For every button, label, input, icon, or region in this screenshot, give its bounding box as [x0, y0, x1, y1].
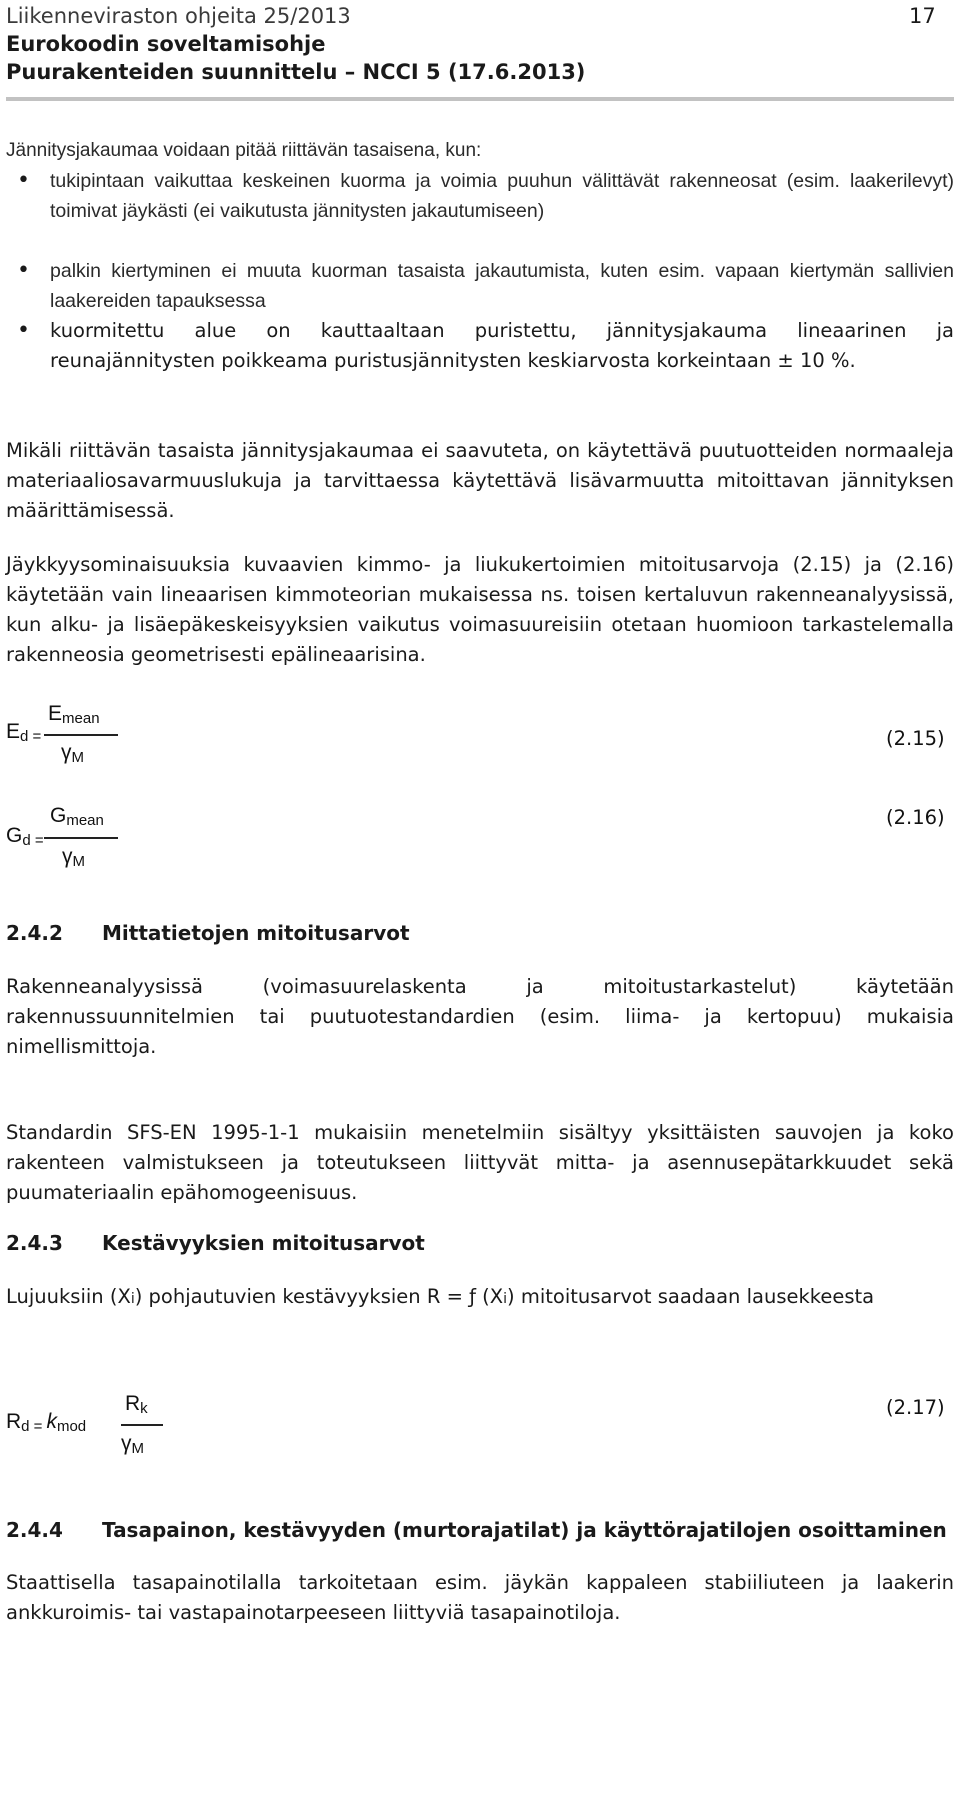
intro-sentence: Jännitysjakaumaa voidaan pitää riittävän tasaisena, kun:: [6, 140, 482, 161]
page-number: 17: [909, 4, 936, 28]
eq-denominator-subscript: M: [71, 749, 84, 766]
eq-lhs-subscript: d =: [20, 728, 42, 745]
eq-lhs-subscript: d =: [22, 832, 44, 849]
list-item: tukipintaan vaikuttaa keskeinen kuorma ja voimia puuhun välittävät rakenneosat (esim. laakerilevyt) toimivat jäykästi (ei vaikutusta jännitysten jakautumiseen): [50, 170, 954, 222]
eq-lhs: G: [6, 824, 23, 847]
fraction-bar: [44, 734, 118, 736]
header-publication: Liikenneviraston ohjeita 25/2013: [6, 4, 351, 28]
eq-lhs-subscript: d =: [21, 1418, 43, 1435]
section-title: Mittatietojen mitoitusarvot: [102, 921, 410, 945]
section-heading-2-4-3: [6, 1228, 425, 1258]
paragraph: Rakenneanalyysissä (voimasuurelaskenta ja mitoitustarkastelut) käytetään rakennussuunnitelmien tai puutuotestandardien (esim. liima- ja kertopuu) mukaisia nimellismittoja.: [6, 975, 954, 1058]
eq-denominator-subscript: M: [131, 1440, 144, 1457]
list-item: palkin kiertyminen ei muuta kuorman tasaista jakautumista, kuten esim. vapaan kiertymän sallivien laakereiden tapauksessa: [50, 260, 954, 312]
paragraph: Jäykkyysominaisuuksia kuvaavien kimmo- ja liukukertoimien mitoitusarvoja (2.15) ja (2.16) käytetään vain lineaarisen kimmoteorian mukaisessa ns. toisen kertaluvun rakenneanalyysissä, kun alku- ja lisäepäkeskeisyyksien vaikutus voimasuureisiin otetaan huomioon tarkastelemalla rakenneosia geometrisesti epälineaarisina.: [6, 553, 954, 666]
fraction-bar: [121, 1424, 163, 1426]
eq-numerator-subscript: k: [140, 1400, 148, 1417]
eq-denominator: γ: [62, 845, 73, 868]
eq-numerator: G: [50, 804, 67, 827]
section-title: Tasapainon, kestävyyden (murtorajatilat) ja käyttörajatilojen osoittaminen: [102, 1518, 947, 1542]
equation-number: (2.16): [886, 806, 945, 829]
eq-denominator: γ: [121, 1432, 132, 1455]
section-heading-2-4-4: [6, 1515, 947, 1545]
eq-coefficient: k: [46, 1410, 57, 1433]
equation-number: (2.15): [886, 727, 945, 750]
page-header: [6, 2, 585, 86]
eq-numerator-subscript: mean: [62, 710, 100, 727]
paragraph: Mikäli riittävän tasaista jännitysjakaumaa ei saavuteta, on käytettävä puutuotteiden normaaleja materiaaliosavarmuuslukuja ja tarvittaessa käytettävä lisävarmuutta mitoittavan jännityksen määrittämisessä.: [6, 439, 954, 522]
section-number: 2.4.4: [6, 1518, 63, 1542]
header-document-title: Puurakenteiden suunnittelu – NCCI 5 (17.6.2013): [6, 60, 586, 84]
eq-numerator: E: [48, 702, 63, 725]
eq-lhs: R: [6, 1410, 22, 1433]
eq-numerator: R: [125, 1392, 141, 1415]
section-title: Kestävyyksien mitoitusarvot: [102, 1231, 425, 1255]
paragraph: Lujuuksiin (Xi) pohjautuvien kestävyyksien R = ƒ (Xi) mitoitusarvot saadaan lausekkeesta: [6, 1285, 875, 1308]
eq-denominator: γ: [61, 741, 72, 764]
paragraph: Standardin SFS-EN 1995-1-1 mukaisiin menetelmiin sisältyy yksittäisten sauvojen ja koko rakenteen valmistukseen ja toteutukseen liittyvät mitta- ja asennusepätarkkuudet sekä puumateriaalin epähomogeenisuus.: [6, 1121, 954, 1204]
section-heading-2-4-2: [6, 918, 410, 948]
equation-number: (2.17): [886, 1396, 945, 1419]
header-rule: [6, 97, 954, 101]
section-number: 2.4.2: [6, 921, 63, 945]
header-subtitle: Eurokoodin soveltamisohje: [6, 32, 326, 56]
eq-denominator-subscript: M: [72, 853, 85, 870]
eq-coefficient-subscript: mod: [56, 1418, 87, 1435]
list-item: kuormitettu alue on kauttaaltaan puristettu, jännitysjakauma lineaarinen ja reunajännitysten poikkeama puristusjännitysten keskiarvosta korkeintaan ± 10 %.: [50, 319, 954, 372]
eq-numerator-subscript: mean: [66, 812, 104, 829]
bullet-icon: •: [17, 258, 30, 283]
paragraph: Staattisella tasapainotilalla tarkoitetaan esim. jäykän kappaleen stabiiliuteen ja laakerin ankkuroimis- tai vastapainotarpeeseen liittyviä tasapainotiloja.: [6, 1571, 954, 1624]
section-number: 2.4.3: [6, 1231, 63, 1255]
eq-lhs: E: [6, 720, 21, 743]
fraction-bar: [44, 837, 118, 839]
bullet-icon: •: [17, 168, 30, 193]
bullet-icon: •: [17, 318, 30, 343]
